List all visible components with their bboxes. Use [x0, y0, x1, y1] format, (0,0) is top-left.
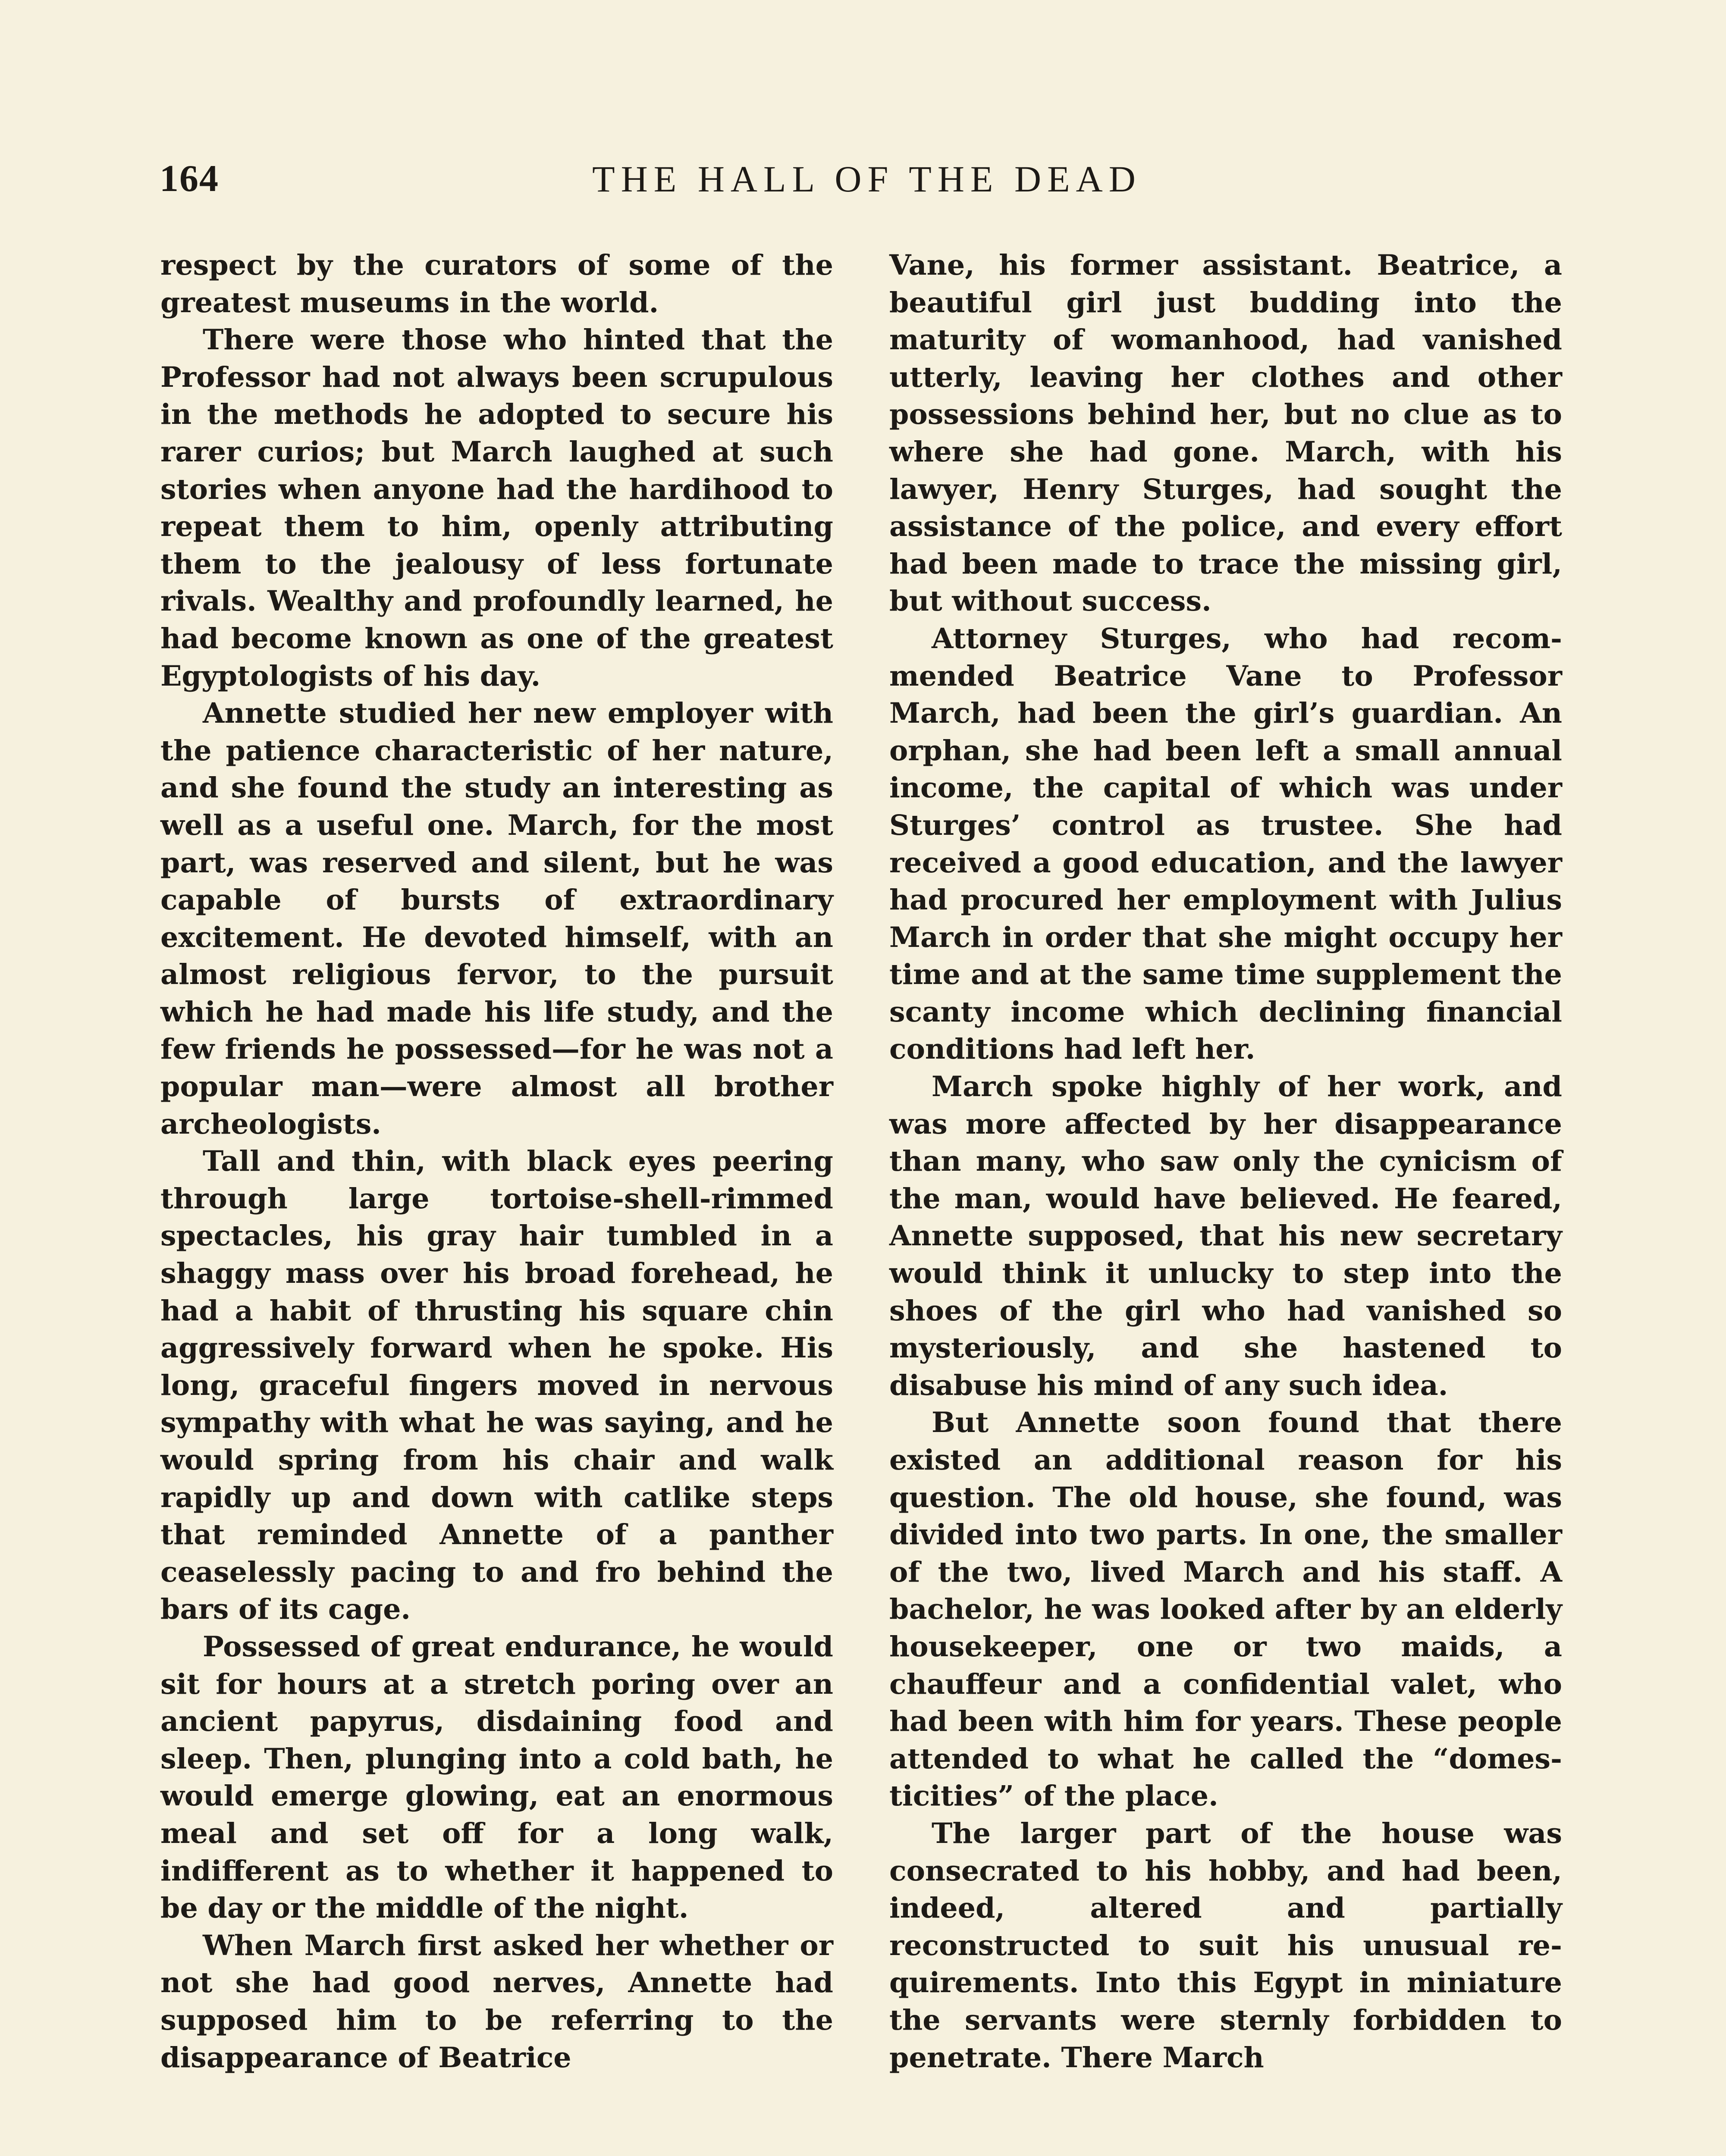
paragraph: Vane, his former assistant. Beatrice, a beautiful girl just budding into the maturity of womanhood, had vanished utterly, leaving her clothes and other possessions behind her, but no clue as to where she had gone. March, with his lawyer, Henry Sturges, had sought the assistance of the police, and every effort had been made to trace the missing girl, but without success. [889, 249, 1562, 618]
paragraph: respect by the curators of some of the greatest museums in the world. [160, 249, 833, 319]
paragraph: March spoke highly of her work, and was more affected by her disappearance than many, who saw only the cynicism of the man, would have believed. He feared, Annette supposed, that his new secretary would think it unlucky to step into the shoes of the girl who had vanished so mysteriously, and she hastened to disabuse his mind of any such idea. [889, 1070, 1562, 1402]
paragraph: There were those who hinted that the Professor had not always been scrupulous in the methods he adopted to secure his rarer curios; but March laughed at such stories when anyone had the hardihood to repeat them to him, openly attributing them to the jealousy of less fortunate rivals. Wealthy and profoundly learned, he had become known as one of the greatest Egyptologists of his day. [160, 323, 833, 693]
paragraph: Annette studied her new employer with the patience characteristic of her nature, and she found the study an interesting as well as a useful one. March, for the most part, was reserved and silent, but he was capable of bursts of extraordinary excitement. He devoted himself, with an almost religious fervor, to the pursuit which he had made his life study, and the few friends he possessed—for he was not a popular man—were almost all brother archeologists. [160, 697, 833, 1141]
page-header [160, 153, 1574, 205]
paragraph: Tall and thin, with black eyes peering through large tortoise-shell-rimmed spectacles, his gray hair tumbled in a shaggy mass over his broad forehead, he had a habit of thrusting his square chin aggressively forward when he spoke. His long, graceful fingers moved in nervous sympathy with what he was saying, and he would spring from his chair and walk rapidly up and down with catlike steps that reminded Annette of a panther ceaselessly pacing to and fro behind the bars of its cage. [160, 1145, 833, 1626]
paragraph: When March first asked her whether or not she had good nerves, Annette had supposed him to be referring to the disappearance of Beatrice [160, 1929, 833, 2074]
left-column [160, 247, 833, 2076]
page-number: 164 [160, 158, 219, 200]
running-title: THE HALL OF THE DEAD [592, 158, 1142, 200]
paragraph: Possessed of great endurance, he would sit for hours at a stretch poring over an ancient papyrus, disdaining food and sleep. Then, plunging into a cold bath, he would emerge glowing, eat an enormous meal and set off for a long walk, indifferent as to whether it happened to be day or the middle of the night. [160, 1630, 833, 1925]
right-column [889, 247, 1562, 2076]
paragraph: The larger part of the house was consecrated to his hobby, and had been, indeed, altered and partially reconstructed to suit his unusual requirements. Into this Egypt in miniature the servants were sternly forbidden to penetrate. There March [889, 1817, 1562, 2074]
paragraph: Attorney Sturges, who had recommended Beatrice Vane to Professor March, had been the girl’s guardian. An orphan, she had been left a small annual income, the capital of which was under Sturges’ control as trustee. She had received a good education, and the lawyer had procured her employment with Julius March in order that she might occupy her time and at the same time supplement the scanty income which declining financial conditions had left her. [889, 622, 1562, 1066]
paragraph: But Annette soon found that there existed an additional reason for his question. The old house, she found, was divided into two parts. In one, the smaller of the two, lived March and his staff. A bachelor, he was looked after by an elderly housekeeper, one or two maids, a chauffeur and a confidential valet, who had been with him for years. These people attended to what he called the “domesticities” of the place. [889, 1406, 1562, 1813]
